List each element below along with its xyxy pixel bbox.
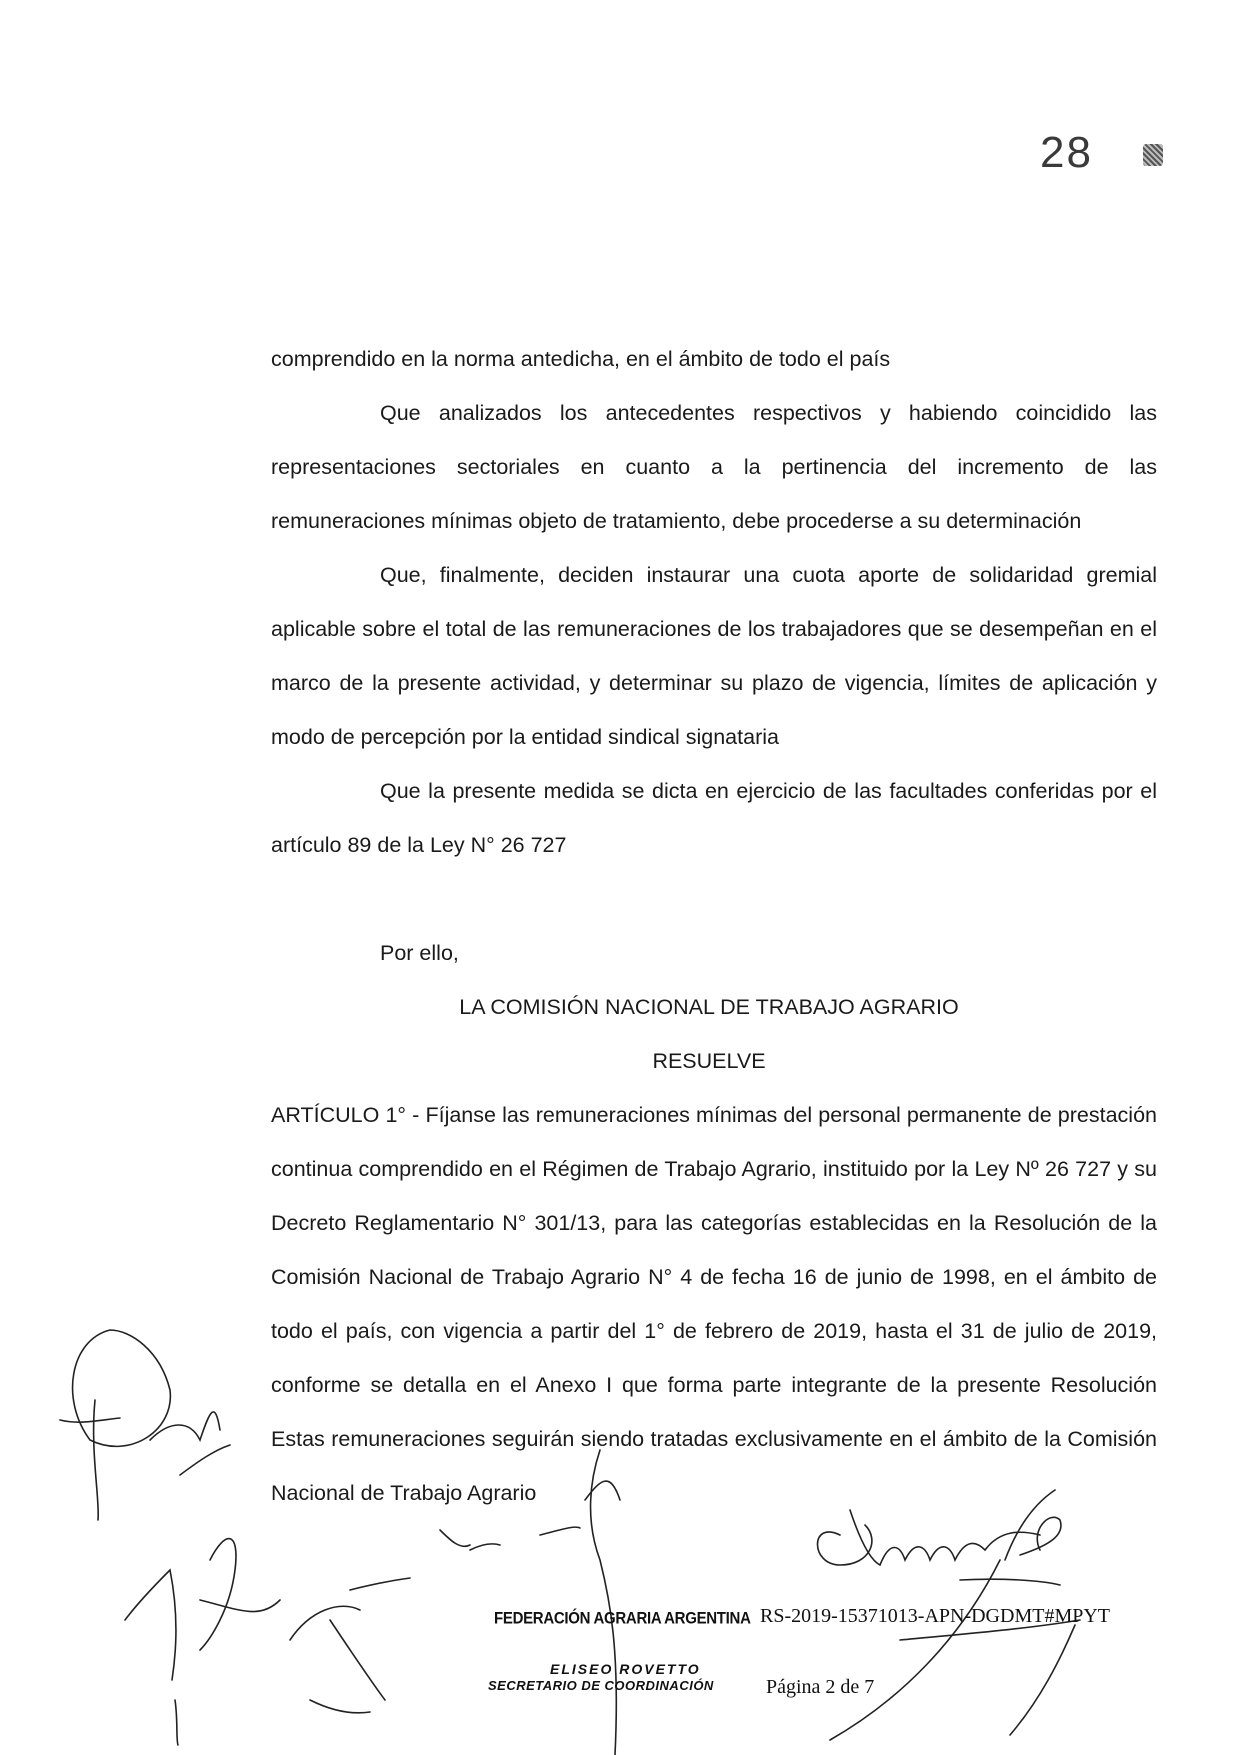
resuelve-heading: RESUELVE	[652, 1049, 766, 1073]
paragraph-3: Que, finalmente, deciden instaurar una cuota aporte de solidaridad gremial aplicable sobre el total de las remuneraciones de los trabajadores que se desempeñan en el marco de la presente actividad, y determinar su plazo de vigencia, límites de aplicación y modo de percepción por la entidad sindical signataria	[271, 563, 1157, 749]
paragraph-4: Que la presente medida se dicta en ejercicio de las facultades conferidas por el artículo 89 de la Ley N° 26 727	[271, 779, 1157, 857]
stamp-mark	[1143, 144, 1163, 166]
page-number-stamp: 28	[1040, 128, 1093, 177]
issuer-heading: LA COMISIÓN NACIONAL DE TRABAJO AGRARIO	[459, 995, 959, 1019]
article-1	[271, 1088, 1157, 1520]
signatory-role: SECRETARIO DE COORDINACIÓN	[488, 1678, 714, 1693]
organization-stamp: FEDERACIÓN AGRARIA ARGENTINA	[494, 1609, 751, 1628]
paragraph-2: Que analizados los antecedentes respectivos y habiendo coincidido las representaciones sectoriales en cuanto a la pertinencia del incremento de las remuneraciones mínimas objeto de tratamiento, debe procederse a su determinación	[271, 401, 1157, 533]
article-1-text: Fíjanse las remuneraciones mínimas del personal permanente de prestación continua comprendido en el Régimen de Trabajo Agrario, instituido por la Ley Nº 26 727 y su Decreto Reglamentario N° 301/13, para las categorías establecidas en la Resolución de la Comisión Nacional de Trabajo Agrario N° 4 de fecha 16 de junio de 1998, en el ámbito de todo el país, con vigencia a partir del 1° de febrero de 2019, hasta el 31 de julio de 2019, conforme se detalla en el Anexo I que forma parte integrante de la presente Resolución Estas remuneraciones seguirán siendo tratadas exclusivamente en el ámbito de la Comisión Nacional de Trabajo Agrario	[271, 1103, 1157, 1505]
document-reference: RS-2019-15371013-APN-DGDMT#MPYT	[760, 1605, 1111, 1627]
document-body	[271, 332, 1157, 1520]
por-ello: Por ello,	[380, 941, 459, 965]
paragraph-1: comprendido en la norma antedicha, en el ámbito de todo el país	[271, 347, 891, 371]
page-label: Página 2 de 7	[766, 1676, 875, 1698]
signatory-name: ELISEO ROVETTO	[550, 1661, 701, 1677]
article-1-label: ARTÍCULO 1° -	[271, 1103, 420, 1127]
